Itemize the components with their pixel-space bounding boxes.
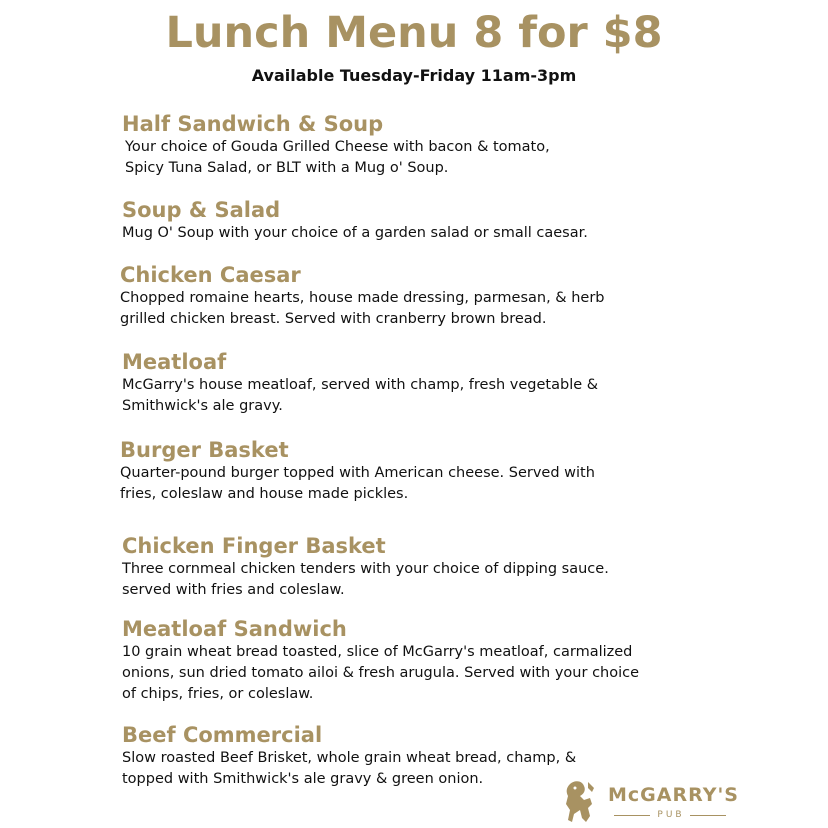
menu-item-description: Three cornmeal chicken tenders with your choice of dipping sauce. served with fries and coleslaw. [122,561,609,598]
menu-item-description: Mug O' Soup with your choice of a garden salad or small caesar. [122,225,588,241]
menu-item-name: Chicken Finger Basket [122,534,386,558]
menu-title: Lunch Menu 8 for $8 [165,8,663,58]
menu-item [122,197,702,244]
menu-item-name: Chicken Caesar [120,263,301,287]
menu-item-description: Chopped romaine hearts, house made dressing, parmesan, & herb grilled chicken breast. Served with cranberry brown bread. [120,290,605,327]
logo-divider [690,815,726,816]
availability-subtitle: Available Tuesday-Friday 11am-3pm [251,66,577,85]
logo-name: McGARRY'S [608,784,739,806]
menu-item [120,262,700,330]
mcgarrys-logo [562,778,739,824]
menu-item [122,533,702,601]
menu-item [122,349,702,417]
menu-item [120,437,700,505]
menu-item-name: Meatloaf Sandwich [122,617,347,641]
menu-item-name: Burger Basket [120,438,289,462]
logo-subtitle: PUB [657,810,685,820]
menu-item [122,616,722,705]
menu-item [122,111,702,179]
menu-item-name: Soup & Salad [122,198,281,222]
menu-item-description: Quarter-pound burger topped with American cheese. Served with fries, coleslaw and house made pickles. [120,465,595,502]
menu-item-name: Meatloaf [122,350,227,374]
lion-icon [562,778,602,824]
menu-item-name: Half Sandwich & Soup [122,112,384,136]
menu-item-description: Slow roasted Beef Brisket, whole grain wheat bread, champ, & topped with Smithwick's ale gravy & green onion. [122,750,577,787]
menu-item-description: Your choice of Gouda Grilled Cheese with bacon & tomato, Spicy Tuna Salad, or BLT with a Mug o' Soup. [125,139,550,176]
menu-item-description: 10 grain wheat bread toasted, slice of McGarry's meatloaf, carmalized onions, sun dried tomato ailoi & fresh arugula. Served with your choice of chips, fries, or coleslaw. [122,644,640,702]
menu-item-description: McGarry's house meatloaf, served with champ, fresh vegetable & Smithwick's ale gravy. [122,377,599,414]
menu-item-name: Beef Commercial [122,723,323,747]
